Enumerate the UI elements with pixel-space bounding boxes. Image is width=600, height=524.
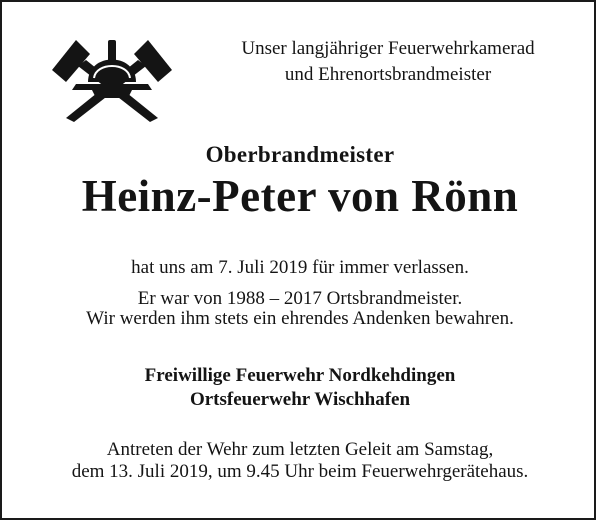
notice-line-1: Antreten der Wehr zum letzten Geleit am Samstag, (106, 439, 494, 460)
rank-title: Oberbrandmeister (205, 142, 395, 167)
fire-helmet-crossed-axes-icon (48, 26, 176, 122)
organization-line-1: Freiwillige Feuerwehr Nordkehdingen (144, 365, 456, 386)
death-statement (2, 256, 598, 280)
body-line-3: Wir werden ihm stets ein ehrendes Andenken bewahren. (86, 308, 514, 329)
organization-signature (2, 364, 598, 412)
intro-line-2: und Ehrenortsbrandmeister (284, 64, 492, 85)
tribute-text (2, 289, 598, 329)
intro-line-1: Unser langjähriger Feuerwehrkamerad (241, 38, 535, 59)
body-line-2: Er war von 1988 – 2017 Ortsbrandmeister. (137, 288, 463, 309)
intro-text (192, 36, 584, 88)
deceased-name: Heinz-Peter von Rönn (81, 171, 519, 221)
organization-line-2: Ortsfeuerwehr Wischhafen (189, 389, 411, 410)
funeral-notice (2, 439, 598, 483)
body-line-1: hat uns am 7. Juli 2019 für immer verlassen. (131, 257, 469, 278)
notice-line-2: dem 13. Juli 2019, um 9.45 Uhr beim Feuerwehrgerätehaus. (71, 461, 529, 482)
